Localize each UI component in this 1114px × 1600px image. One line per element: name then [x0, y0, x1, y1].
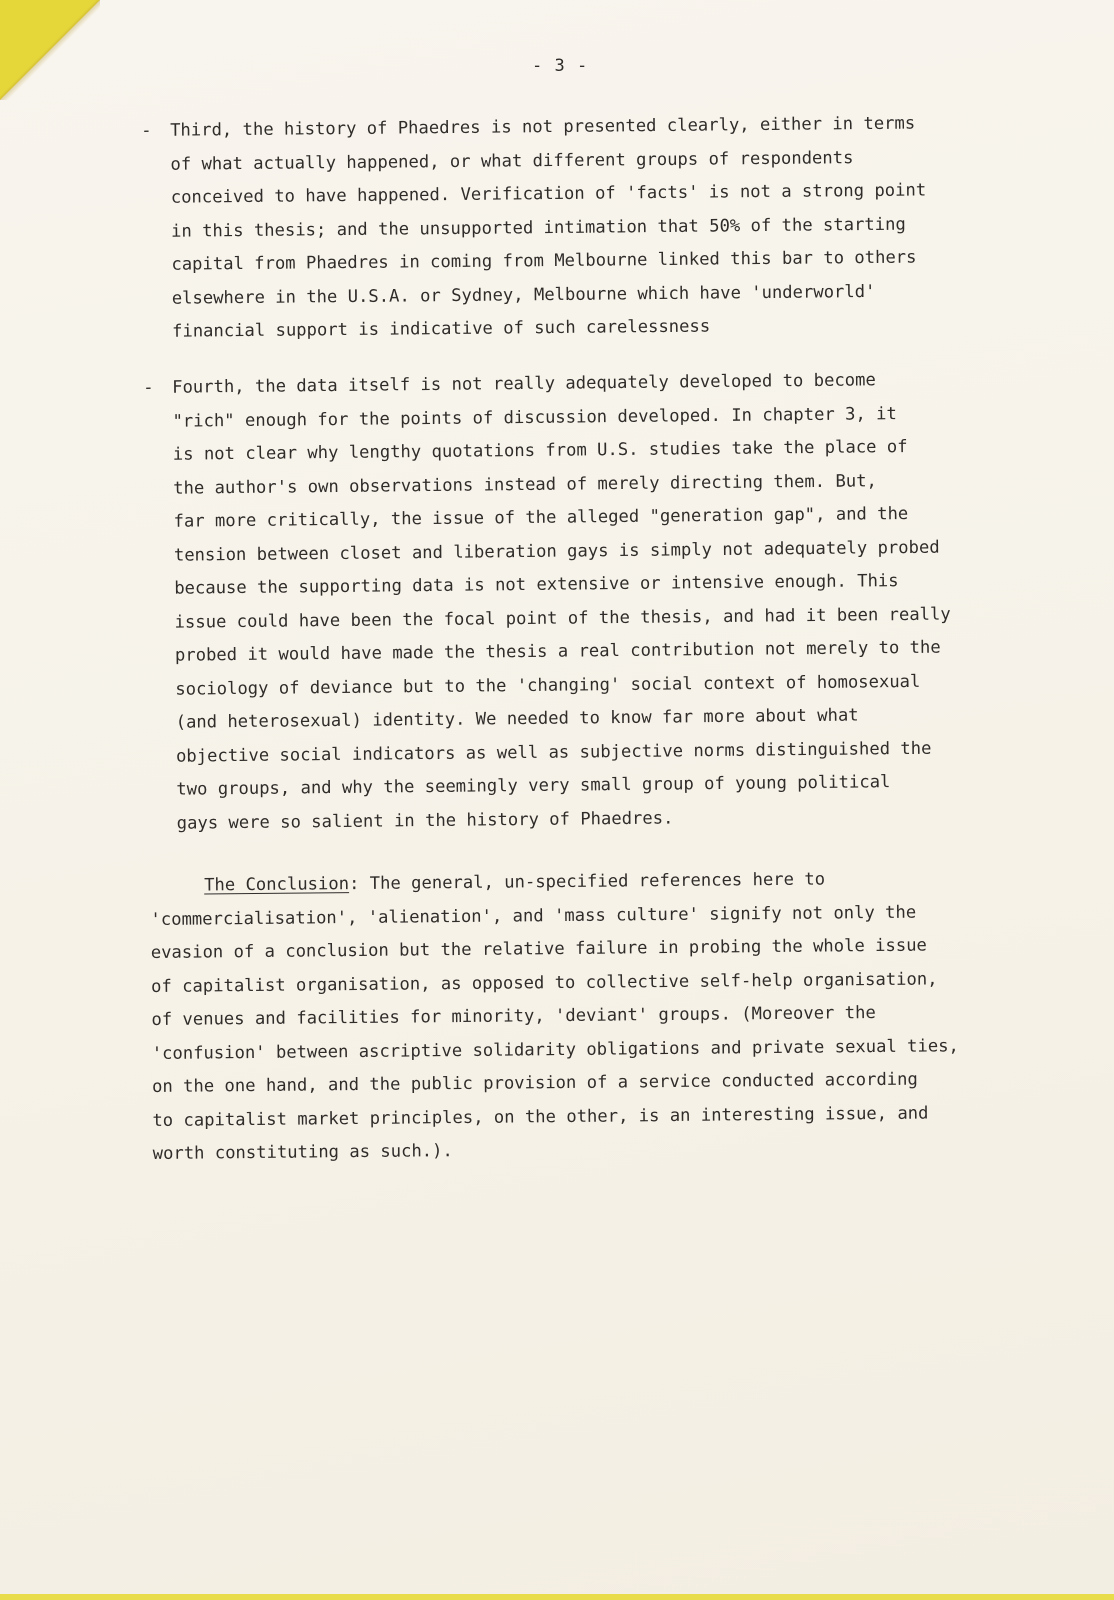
conclusion-paragraph — [150, 862, 960, 1171]
text-line: issue could have been the focal point of the thesis, and had it been really — [174, 604, 951, 633]
text-line: in this thesis; and the unsupported intimation that 50% of the starting — [171, 214, 906, 242]
text-line: objective social indicators as well as subjective norms distinguished the — [175, 738, 932, 767]
text-line: elsewhere in the U.S.A. or Sydney, Melbourne which have 'underworld' — [171, 281, 876, 309]
text-line: sociology of deviance but to the 'changing' social context of homosexual — [175, 671, 921, 700]
corner-fold-shadow — [0, 0, 100, 100]
text-line: of what actually happened, or what different groups of respondents — [170, 147, 854, 175]
text-line: worth constituting as such.). — [152, 1141, 453, 1164]
text-line: financial support is indicative of such carelessness — [171, 316, 711, 342]
conclusion-heading: The Conclusion — [204, 874, 350, 896]
bullet-item-third — [141, 106, 1061, 342]
bullet-dash: - — [143, 377, 154, 398]
text-line: conceived to have happened. Verification of 'facts' is not a strong point — [170, 180, 927, 208]
text-line: (and heterosexual) identity. We needed to know far more about what — [175, 705, 859, 733]
text-line: evasion of a conclusion but the relative failure in probing the whole issue — [150, 935, 927, 963]
text-line: Third, the history of Phaedres is not presented clearly, either in terms — [170, 113, 916, 141]
bullet-item-fourth — [143, 362, 1063, 834]
page-number: - 3 - — [532, 56, 589, 76]
bullet-dash: - — [141, 120, 152, 141]
text-line: is not clear why lengthy quotations from U.S. studies take the place of — [172, 436, 908, 465]
bullet-text — [172, 364, 953, 841]
text-line: far more critically, the issue of the alleged "generation gap", and the — [173, 503, 909, 532]
bullet-text — [170, 107, 928, 349]
bottom-yellow-strip — [0, 1594, 1114, 1600]
conclusion-intro: : The general, un-specified references here to — [348, 869, 826, 895]
text-line: "rich" enough for the points of discussion developed. In chapter 3, it — [172, 403, 897, 432]
text-line: tension between closet and liberation gays is simply not adequately probed — [173, 537, 940, 566]
text-line: gays were so salient in the history of Phaedres. — [176, 807, 674, 834]
text-line: on the one hand, and the public provision of a service conducted according — [151, 1069, 918, 1097]
text-line: Fourth, the data itself is not really adequately developed to become — [172, 370, 876, 398]
text-line: the author's own observations instead of merely directing them. But, — [173, 470, 877, 499]
text-line: because the supporting data is not extensive or intensive enough. This — [174, 571, 899, 599]
text-line: two groups, and why the seemingly very small group of young political — [176, 772, 891, 800]
text-line: 'commercialisation', 'alienation', and 'mass culture' signify not only the — [150, 902, 917, 930]
text-line: capital from Phaedres in coming from Melbourne linked this bar to others — [171, 247, 917, 275]
text-line: of venues and facilities for minority, 'deviant' groups. (Moreover the — [151, 1003, 876, 1030]
text-line: of capitalist organisation, as opposed to collective self-help organisation, — [151, 968, 938, 997]
text-line: 'confusion' between ascriptive solidarity obligations and private sexual ties, — [151, 1035, 959, 1064]
text-line: to capitalist market principles, on the other, is an interesting issue, and — [152, 1103, 929, 1131]
text-line: probed it would have made the thesis a real contribution not merely to the — [174, 637, 941, 666]
